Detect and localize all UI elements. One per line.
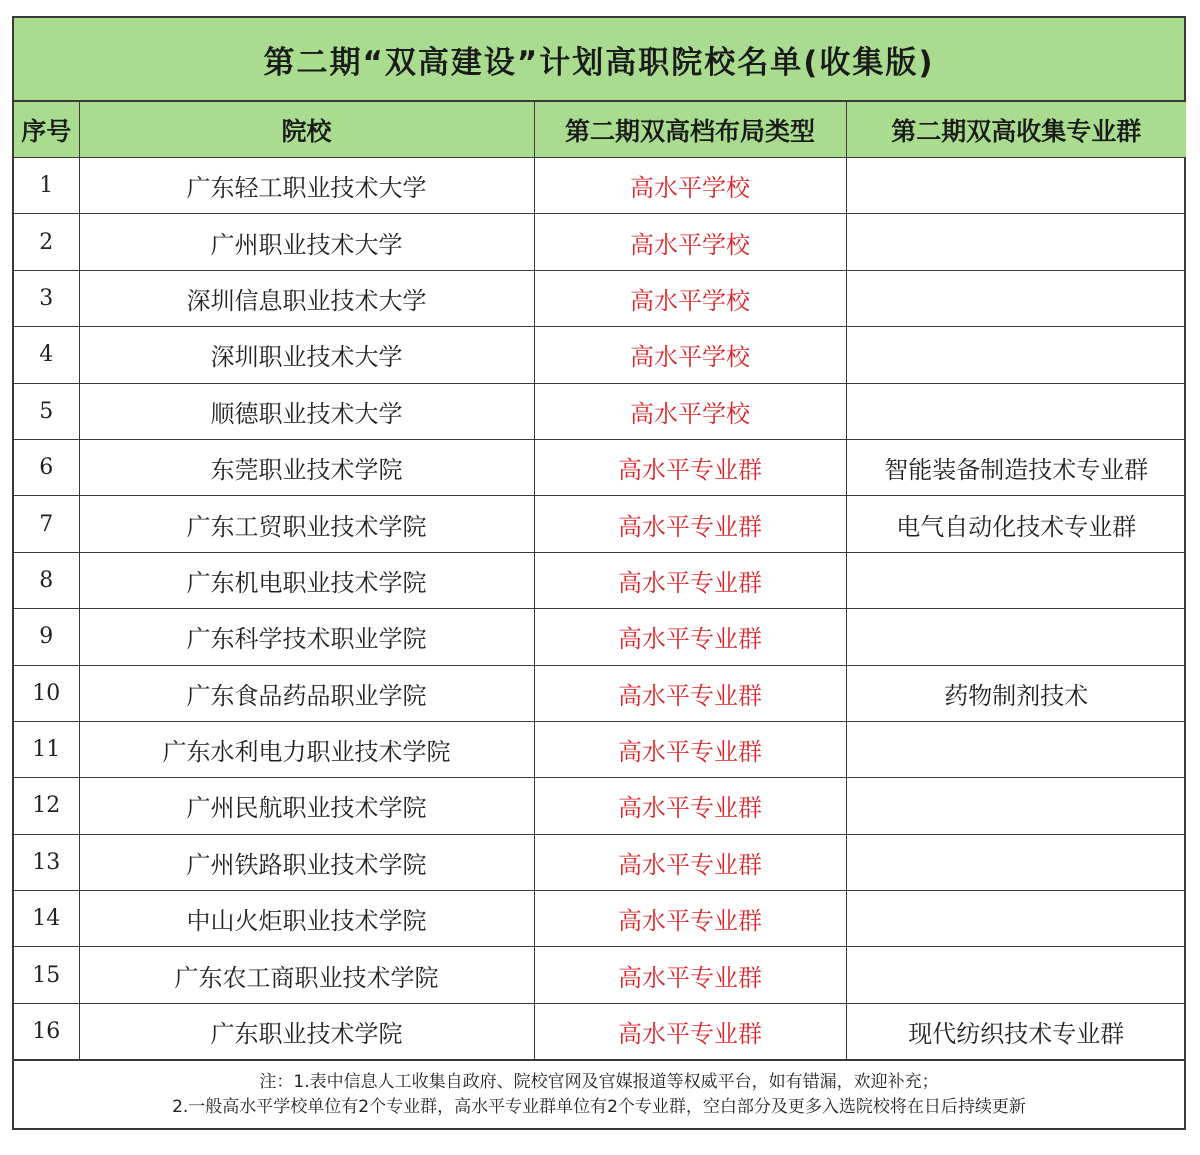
layout-type: 高水平学校 xyxy=(534,270,846,326)
sheet-title: 第二期“双高建设”计划高职院校名单(收集版) xyxy=(14,18,1184,102)
table-row xyxy=(14,158,1186,214)
table-row xyxy=(14,778,1186,834)
layout-type: 高水平专业群 xyxy=(534,665,846,721)
major-group: 药物制剂技术 xyxy=(846,665,1186,721)
major-group: 电气自动化技术专业群 xyxy=(846,496,1186,552)
school-name: 广东工贸职业技术学院 xyxy=(79,496,534,552)
table-row xyxy=(14,383,1186,439)
layout-type: 高水平学校 xyxy=(534,327,846,383)
row-number: 11 xyxy=(14,721,79,777)
table-row xyxy=(14,496,1186,552)
layout-type: 高水平专业群 xyxy=(534,721,846,777)
table-row xyxy=(14,721,1186,777)
school-name: 广州民航职业技术学院 xyxy=(79,778,534,834)
layout-type: 高水平学校 xyxy=(534,383,846,439)
school-name: 广东水利电力职业技术学院 xyxy=(79,721,534,777)
row-number: 9 xyxy=(14,609,79,665)
school-list-sheet xyxy=(12,16,1186,1130)
row-number: 15 xyxy=(14,947,79,1003)
major-group xyxy=(846,383,1186,439)
school-name: 东莞职业技术学院 xyxy=(79,439,534,495)
table-row xyxy=(14,214,1186,270)
major-group xyxy=(846,158,1186,214)
table-row xyxy=(14,439,1186,495)
major-group xyxy=(846,947,1186,1003)
major-group xyxy=(846,327,1186,383)
header-no: 序号 xyxy=(14,102,79,158)
layout-type: 高水平学校 xyxy=(534,158,846,214)
row-number: 13 xyxy=(14,834,79,890)
row-number: 7 xyxy=(14,496,79,552)
table-row xyxy=(14,834,1186,890)
school-name: 广东职业技术学院 xyxy=(79,1003,534,1059)
row-number: 14 xyxy=(14,891,79,947)
school-name: 广东科学技术职业学院 xyxy=(79,609,534,665)
layout-type: 高水平专业群 xyxy=(534,552,846,608)
row-number: 12 xyxy=(14,778,79,834)
layout-type: 高水平专业群 xyxy=(534,947,846,1003)
row-number: 1 xyxy=(14,158,79,214)
table-row xyxy=(14,947,1186,1003)
row-number: 8 xyxy=(14,552,79,608)
school-table xyxy=(14,102,1186,1060)
school-name: 广东食品药品职业学院 xyxy=(79,665,534,721)
school-name: 广东农工商职业技术学院 xyxy=(79,947,534,1003)
header-row xyxy=(14,102,1186,158)
major-group xyxy=(846,609,1186,665)
table-row xyxy=(14,270,1186,326)
row-number: 4 xyxy=(14,327,79,383)
layout-type: 高水平专业群 xyxy=(534,496,846,552)
row-number: 3 xyxy=(14,270,79,326)
row-number: 5 xyxy=(14,383,79,439)
major-group: 智能装备制造技术专业群 xyxy=(846,439,1186,495)
school-name: 广东机电职业技术学院 xyxy=(79,552,534,608)
major-group xyxy=(846,778,1186,834)
school-name: 广州职业技术大学 xyxy=(79,214,534,270)
school-name: 中山火炬职业技术学院 xyxy=(79,891,534,947)
major-group xyxy=(846,552,1186,608)
major-group: 现代纺织技术专业群 xyxy=(846,1003,1186,1059)
layout-type: 高水平专业群 xyxy=(534,834,846,890)
header-school: 院校 xyxy=(79,102,534,158)
layout-type: 高水平专业群 xyxy=(534,891,846,947)
layout-type: 高水平学校 xyxy=(534,214,846,270)
table-row xyxy=(14,1003,1186,1059)
header-type: 第二期双高档布局类型 xyxy=(534,102,846,158)
row-number: 2 xyxy=(14,214,79,270)
layout-type: 高水平专业群 xyxy=(534,439,846,495)
row-number: 6 xyxy=(14,439,79,495)
major-group xyxy=(846,214,1186,270)
layout-type: 高水平专业群 xyxy=(534,778,846,834)
row-number: 16 xyxy=(14,1003,79,1059)
school-name: 顺德职业技术大学 xyxy=(79,383,534,439)
layout-type: 高水平专业群 xyxy=(534,609,846,665)
layout-type: 高水平专业群 xyxy=(534,1003,846,1059)
major-group xyxy=(846,891,1186,947)
table-row xyxy=(14,609,1186,665)
note-line-2: 2.一般高水平学校单位有2个专业群，高水平专业群单位有2个专业群，空白部分及更多入选院校将在日后持续更新 xyxy=(172,1096,1026,1117)
table-row xyxy=(14,327,1186,383)
major-group xyxy=(846,721,1186,777)
school-name: 深圳信息职业技术大学 xyxy=(79,270,534,326)
note-line-1: 注：1.表中信息人工收集自政府、院校官网及官媒报道等权威平台，如有错漏，欢迎补充； xyxy=(259,1071,939,1092)
row-number: 10 xyxy=(14,665,79,721)
notes xyxy=(14,1060,1184,1128)
school-name: 广州铁路职业技术学院 xyxy=(79,834,534,890)
school-name: 深圳职业技术大学 xyxy=(79,327,534,383)
table-row xyxy=(14,891,1186,947)
table-row xyxy=(14,552,1186,608)
school-name: 广东轻工职业技术大学 xyxy=(79,158,534,214)
header-group: 第二期双高收集专业群 xyxy=(846,102,1186,158)
major-group xyxy=(846,834,1186,890)
table-row xyxy=(14,665,1186,721)
major-group xyxy=(846,270,1186,326)
